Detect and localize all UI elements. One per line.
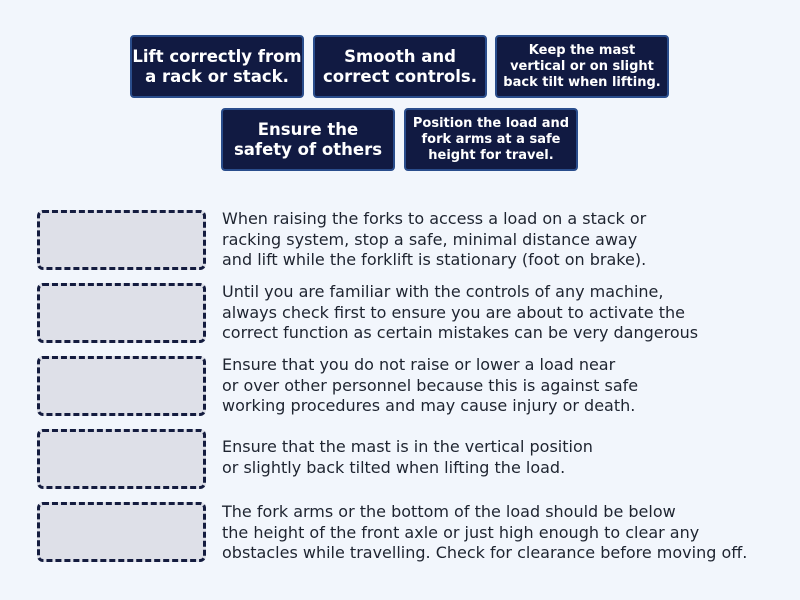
description-3: Ensure that you do not raise or lower a load near or over other personnel because this is against safe working procedures and may cause injury or death. (222, 355, 639, 415)
drop-zone-1[interactable] (37, 210, 206, 270)
answer-tile-mast-vertical[interactable]: Keep the mast vertical or on slight back tilt when lifting. (495, 35, 669, 98)
drop-zone-5[interactable] (37, 502, 206, 562)
answer-tile-smooth-controls[interactable]: Smooth and correct controls. (313, 35, 487, 98)
description-2: Until you are familiar with the controls of any machine, always check first to ensure you are about to activate the correct function as certain mistakes can be very dangerous (222, 282, 699, 342)
answer-tile-lift-correctly[interactable]: Lift correctly from a rack or stack. (130, 35, 304, 98)
description-5: The fork arms or the bottom of the load should be below the height of the front axle or just high enough to clear any obstacles while travelling. Check for clearance before moving off. (222, 502, 748, 562)
answer-tile-position-load[interactable]: Position the load and fork arms at a safe height for travel. (404, 108, 578, 171)
description-4: Ensure that the mast is in the vertical position or slightly back tilted when lifting the load. (222, 437, 593, 477)
description-1: When raising the forks to access a load on a stack or racking system, stop a safe, minimal distance away and lift while the forklift is stationary (foot on brake). (222, 209, 647, 269)
drop-zone-3[interactable] (37, 356, 206, 416)
drop-zone-2[interactable] (37, 283, 206, 343)
answer-tile-safety-of-others[interactable]: Ensure the safety of others (221, 108, 395, 171)
drop-zone-4[interactable] (37, 429, 206, 489)
